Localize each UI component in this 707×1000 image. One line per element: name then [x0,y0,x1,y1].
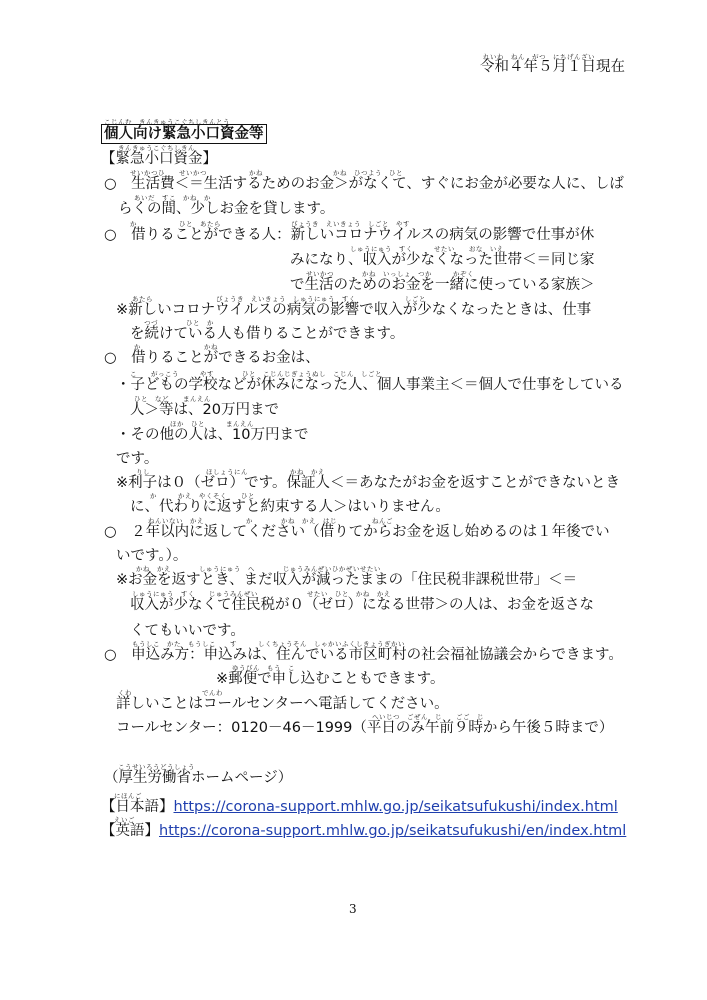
subsection-title: 【緊急小口資金】 [101,151,217,167]
page-number: 3 [349,902,357,916]
line-ruby: か かね [134,343,218,351]
line-ruby: ねんいない かえ か かね かえ はじ ねんご [148,517,393,525]
line-ruby: こ がっこう やす ひと こじんじぎょうぬし こじん しごと [130,370,382,378]
homepage-ruby: こうせいろうどうしょう [118,763,195,771]
body-line: みになり、収入が少なくなった世帯＜＝同じ家 [290,252,595,268]
line-ruby: あたら びょうき えいきょう しゅうにゅう すく しごと [132,295,426,303]
homepage-label: （厚生労働省ホームページ） [104,770,293,786]
line-ruby: もうしこ かた もうしこ す しくちょうそん しゃかいふくしきょうぎかい [132,640,405,648]
link-row-english [101,822,626,840]
link-lang-label: 【日本語】 [101,799,174,815]
body-line: で生活のためのお金を一緒に使っている家族＞ [290,277,595,293]
line-ruby: しゅうにゅう すく せたい おな いえ [350,245,504,253]
line-ruby: ゆうびん もう こ [232,664,295,672]
body-line: ※新しいコロナウイルスの病気の影響で収入が少なくなったときは、仕事 [116,302,592,318]
body-line: に、代わりに返すと約束する人＞はいりません。 [130,499,450,515]
body-line: ○ ２年以内に返してください（借りてからお金を返し始めるのは１年後でい [104,524,610,540]
section-title: 個人向け緊急小口資金等 [101,124,267,144]
line-ruby: くわ でんわ [118,689,223,697]
body-line: ○ 申込み方：申込みは、住んでいる市区町村の社会福祉協議会からできます。 [104,647,623,663]
line-ruby: せいかつひ せいかつ かね かね ひつよう ひと [130,169,403,177]
link-english[interactable]: https://corona-support.mhlw.go.jp/seikatsufukushi/en/index.html [159,823,627,839]
body-line: ○ 借りることができる人：新しいコロナウイルスの病気の影響で仕事が休 [104,227,595,243]
body-line: ○ 借りることができるお金は、 [104,350,320,366]
line-ruby: りし ほしょうにん かね かえ [136,468,325,476]
body-line: ○ 生活費＜＝生活するためのお金＞がなくて、すぐにお金が必要な人に、しば [104,176,624,192]
line-ruby: か ひと あたら びょうき えいきょう しごと やす [130,220,410,228]
link-lang-label: 【英語】 [101,823,159,839]
body-line: ・子どもの学校などが休みになった人、個人事業主＜＝個人で仕事をしている [116,377,624,393]
body-line: いです。）。 [116,548,188,564]
body-line: を続けている人も借りることができます。 [130,326,405,342]
body-line: 詳しいことはコールセンターへ電話してください。 [116,696,449,712]
body-line: ※郵便で申し込むこともできます。 [216,671,445,687]
link-japanese[interactable]: https://corona-support.mhlw.go.jp/seikatsufukushi/index.html [173,799,618,815]
subsection-ruby: きんきゅうこぐちしきん [118,144,195,152]
line-ruby: へいじつ ごぜん じ ごご じ [372,713,484,721]
line-ruby: ほか ひと まんえん [170,420,254,428]
body-line: らくの間、少しお金を貸します。 [118,201,335,217]
body-line: ※お金を返すとき、まだ収入が減ったままの「住民税非課税世帯」＜＝ [116,572,578,588]
line-ruby: つづ ひと か [144,319,214,327]
body-line: 収入が少なくて住民税が０（ゼロ）になる世帯＞の人は、お金を返さな [130,597,594,613]
body-line: です。 [116,451,159,467]
body-line: ※利子は０（ゼロ）です。保証人＜＝あなたがお金を返すことができないとき [116,475,620,491]
line-ruby: あいだ すこ かね か [134,194,211,202]
date-line: 令和４年５月１日現在 [480,59,625,75]
body-line: 人＞等は、20万円まで [130,402,279,418]
date-ruby: れいわ ねん がつ にちげんざい [483,53,595,61]
line-ruby: ひと など まんえん [134,395,211,403]
link-lang-ruby: にほんご [114,792,142,800]
body-line: コールセンター：0120－46－1999（平日のみ午前９時から午後５時まで） [116,720,614,736]
line-ruby: か かえ やくそく ひと [150,492,255,500]
line-ruby: せいかつ かね いっしょ つか かぞく [306,270,474,278]
link-row-japanese [101,798,618,816]
line-ruby: かね かえ しゅうにゅう へ じゅうみんぜいひかぜいせたい [136,565,381,573]
body-line: くてもいいです。 [130,623,245,639]
line-ruby: しゅうにゅう すく じゅうみんぜい せたい ひと かね かえ [132,590,391,598]
section-title-ruby: こじんむ きんきゅうこぐちしきんとう [104,118,230,126]
body-line: ・その他の人は、10万円まで [116,427,309,443]
link-lang-ruby: えいご [114,816,135,824]
